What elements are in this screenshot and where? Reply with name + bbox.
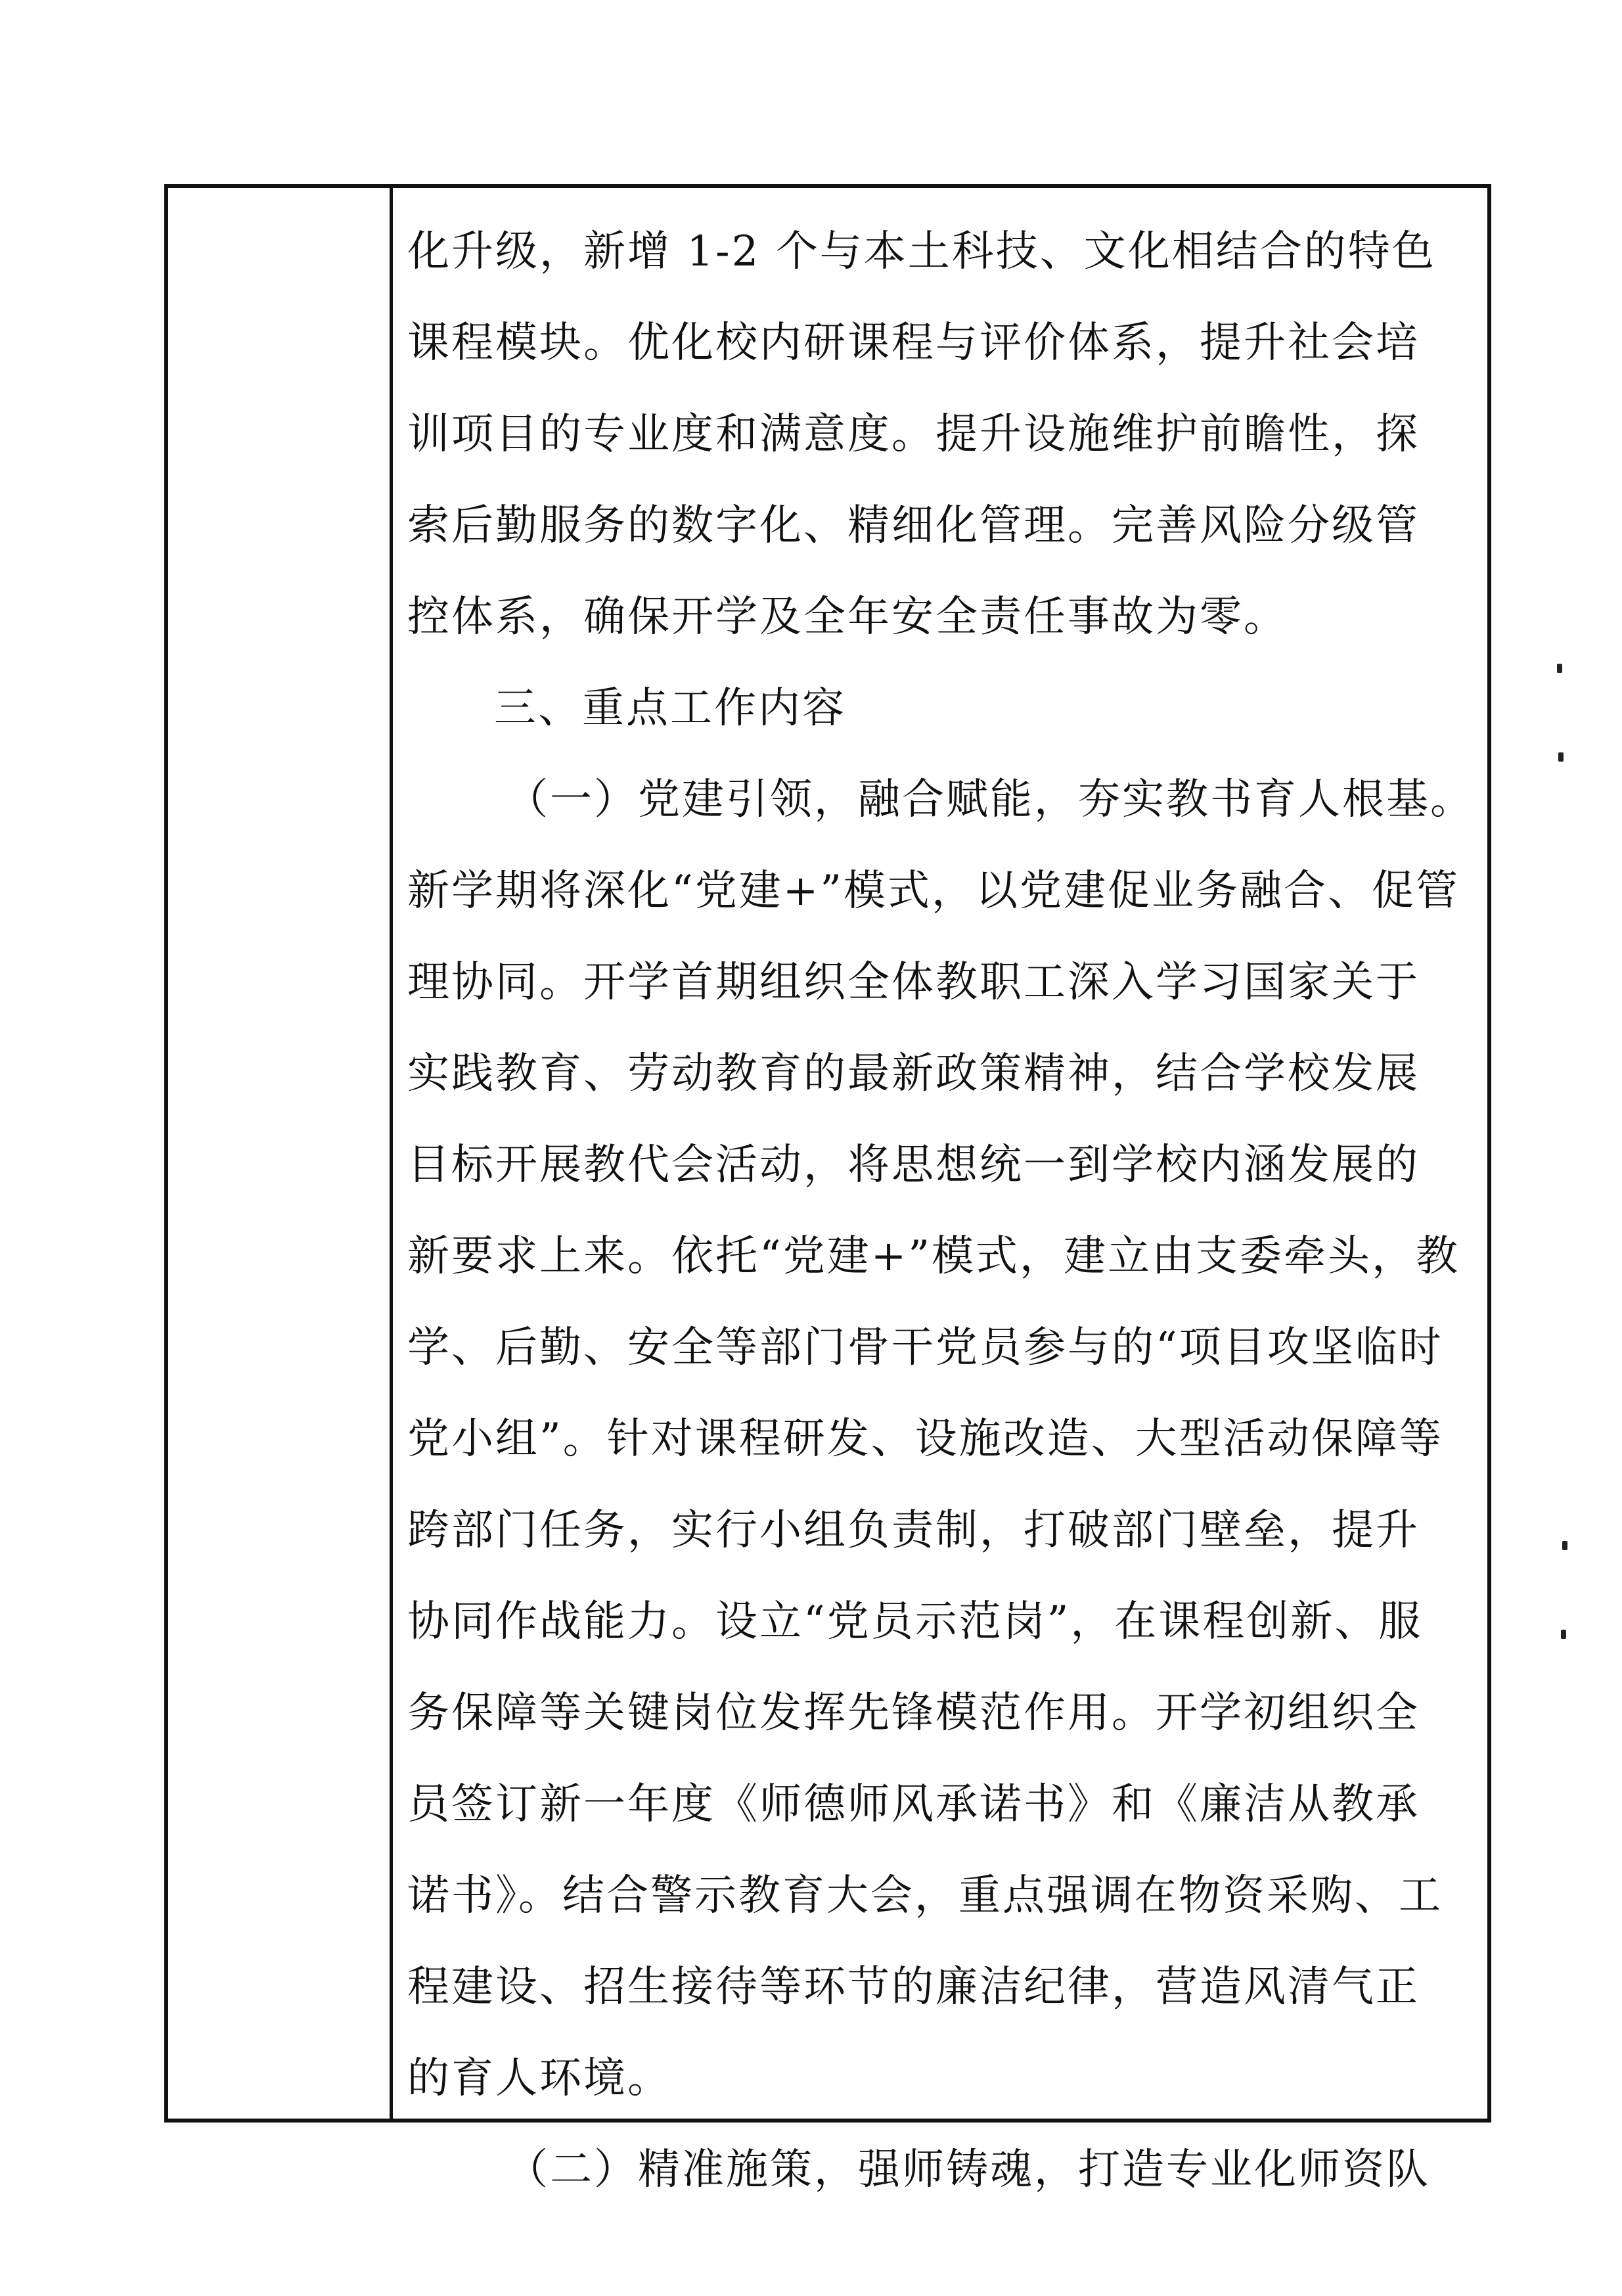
scan-mark [1561, 1630, 1566, 1639]
text-line: 控体系，确保开学及全年安全责任事故为零。 [407, 593, 1288, 641]
text-line: 党小组”。针对课程研发、设施改造、大型活动保障等 [407, 1415, 1443, 1463]
text-line: 程建设、招生接待等环节的廉洁纪律，营造风清气正 [407, 1963, 1420, 2011]
text-line: 新要求上来。依托“党建+”模式，建立由支委牵头，教 [407, 1232, 1460, 1281]
subsection-heading: （一）党建引领，融合赋能，夯实教书育人根基。 [506, 775, 1474, 824]
text-line: 务保障等关键岗位发挥先锋模范作用。开学初组织全 [407, 1689, 1420, 1737]
text-line: 协同作战能力。设立“党员示范岗”，在课程创新、服 [407, 1597, 1423, 1646]
text-line: 诺书》。结合警示教育大会，重点强调在物资采购、工 [407, 1871, 1443, 1920]
scan-mark [1557, 664, 1562, 673]
text-line: 新学期将深化“党建+”模式，以党建促业务融合、促管 [407, 867, 1460, 915]
text-line: 训项目的专业度和满意度。提升设施维护前瞻性，探 [407, 410, 1420, 459]
text-line: 跨部门任务，实行小组负责制，打破部门壁垒，提升 [407, 1506, 1420, 1555]
subsection-heading: （二）精准施策，强师铸魂，打造专业化师资队 [506, 2146, 1430, 2194]
scan-mark [1558, 752, 1564, 762]
text-line: 实践教育、劳动教育的最新政策精神，结合学校发展 [407, 1049, 1420, 1098]
document-table [164, 184, 1491, 2194]
table-left-column [168, 188, 393, 2119]
text-line: 索后勤服务的数字化、精细化管理。完善风险分级管 [407, 501, 1420, 550]
text-line: 员签订新一年度《师德师风承诺书》和《廉洁从教承 [407, 1780, 1420, 1829]
scan-mark [1562, 1541, 1567, 1550]
text-line: 学、后勤、安全等部门骨干党员参与的“项目攻坚临时 [407, 1323, 1443, 1372]
text-line: 化升级，新增 1-2 个与本土科技、文化相结合的特色 [407, 227, 1436, 276]
text-line: 的育人环境。 [407, 2054, 671, 2103]
section-heading: 三、重点工作内容 [494, 684, 846, 733]
table-content-cell [393, 188, 1487, 2194]
text-line: 课程模块。优化校内研课程与评价体系，提升社会培 [407, 319, 1420, 367]
text-line: 理协同。开学首期组织全体教职工深入学习国家关于 [407, 958, 1420, 1007]
text-line: 目标开展教代会活动，将思想统一到学校内涵发展的 [407, 1141, 1420, 1189]
